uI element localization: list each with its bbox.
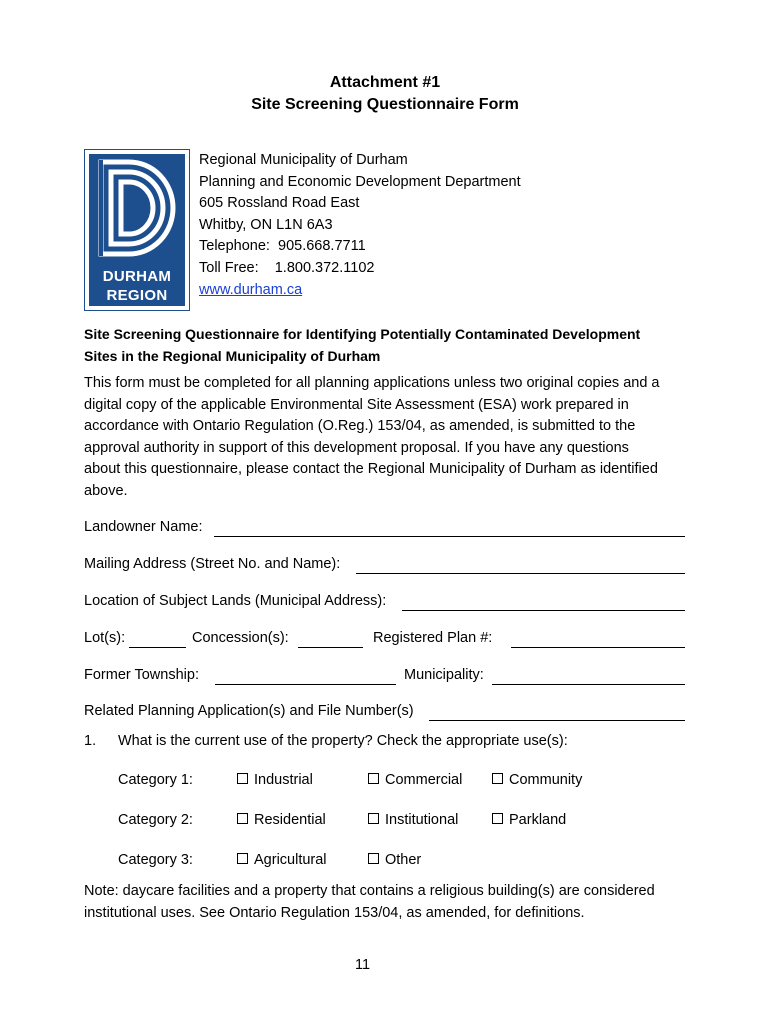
landowner-label: Landowner Name: [84,519,203,535]
section-subheading [84,323,694,367]
checkbox-icon [237,853,248,864]
registered-plan-field[interactable] [511,647,685,648]
lots-label: Lot(s): [84,630,126,646]
subheading-line-1: Site Screening Questionnaire for Identifying Potentially Contaminated Development [84,326,641,342]
checkbox-other[interactable] [368,852,421,868]
checkbox-parkland[interactable] [492,812,566,828]
checkbox-commercial[interactable] [368,772,462,788]
logo-text-durham: DURHAM [102,268,172,285]
checkbox-icon [237,773,248,784]
option-label: Institutional [385,812,459,828]
option-label: Industrial [254,772,313,788]
former-township-label: Former Township: [84,667,199,683]
title-form: Site Screening Questionnaire Form [251,96,519,113]
intro-line-5: about this questionnaire, please contact the Regional Municipality of Durham as identified [84,461,658,478]
lots-field[interactable] [129,647,186,648]
location-label: Location of Subject Lands (Municipal Address): [84,593,387,609]
address-city: Whitby, ON L1N 6A3 [199,216,333,233]
former-township-field[interactable] [215,684,396,685]
question-1-text: What is the current use of the property? Check the appropriate use(s): [118,733,568,749]
address-block [199,150,521,301]
location-field[interactable] [402,610,685,611]
landowner-field[interactable] [214,536,685,537]
option-label: Residential [254,812,326,828]
mailing-address-field[interactable] [356,573,685,574]
note-paragraph [84,881,694,924]
checkbox-icon [237,813,248,824]
title-attachment: Attachment #1 [329,74,441,91]
category-1-label: Category 1: [118,772,193,788]
logo-text-region: REGION [106,287,168,304]
intro-line-4: approval authority in support of this development proposal. If you have any questions [84,439,629,456]
intro-line-2: digital copy of the applicable Environmental Site Assessment (ESA) work prepared in [84,396,629,413]
option-label: Community [509,772,583,788]
intro-paragraph [84,373,694,503]
category-3-label: Category 3: [118,852,193,868]
option-label: Commercial [385,772,463,788]
checkbox-institutional[interactable] [368,812,458,828]
page-number: 11 [354,957,371,973]
related-applications-field[interactable] [429,720,685,721]
checkbox-icon [368,813,379,824]
address-telephone: Telephone: 905.668.7711 [199,238,366,255]
checkbox-agricultural[interactable] [237,852,327,868]
municipality-field[interactable] [492,684,685,685]
concession-field[interactable] [298,647,363,648]
option-label: Other [385,852,422,868]
website-link[interactable]: www.durham.ca [199,281,303,298]
checkbox-icon [368,773,379,784]
durham-d-icon [89,154,185,264]
checkbox-industrial[interactable] [237,772,313,788]
intro-line-6: above. [84,482,128,499]
address-tollfree: Toll Free: 1.800.372.1102 [199,259,375,276]
concession-label: Concession(s): [192,630,289,646]
address-dept: Planning and Economic Development Department [199,173,521,190]
checkbox-icon [492,773,503,784]
option-label: Agricultural [254,852,327,868]
intro-line-1: This form must be completed for all planning applications unless two original copies and a [84,375,660,391]
mailing-address-label: Mailing Address (Street No. and Name): [84,556,341,572]
municipality-label: Municipality: [404,667,484,683]
subheading-line-2: Sites in the Regional Municipality of Durham [84,348,381,364]
checkbox-icon [492,813,503,824]
checkbox-community[interactable] [492,772,582,788]
checkbox-residential[interactable] [237,812,326,828]
question-1-number: 1. [84,733,97,749]
registered-plan-label: Registered Plan #: [373,630,493,646]
address-street: 605 Rossland Road East [199,195,360,212]
option-label: Parkland [509,812,567,828]
address-org: Regional Municipality of Durham [199,152,408,168]
intro-line-3: accordance with Ontario Regulation (O.Reg.) 153/04, as amended, is submitted to the [84,418,636,435]
related-applications-label: Related Planning Application(s) and File Number(s) [84,703,414,719]
note-line-2: institutional uses. See Ontario Regulation 153/04, as amended, for definitions. [84,904,585,921]
durham-region-logo [84,149,190,311]
note-line-1: Note: daycare facilities and a property that contains a religious building(s) are considered [84,883,655,899]
category-2-label: Category 2: [118,812,193,828]
checkbox-icon [368,853,379,864]
